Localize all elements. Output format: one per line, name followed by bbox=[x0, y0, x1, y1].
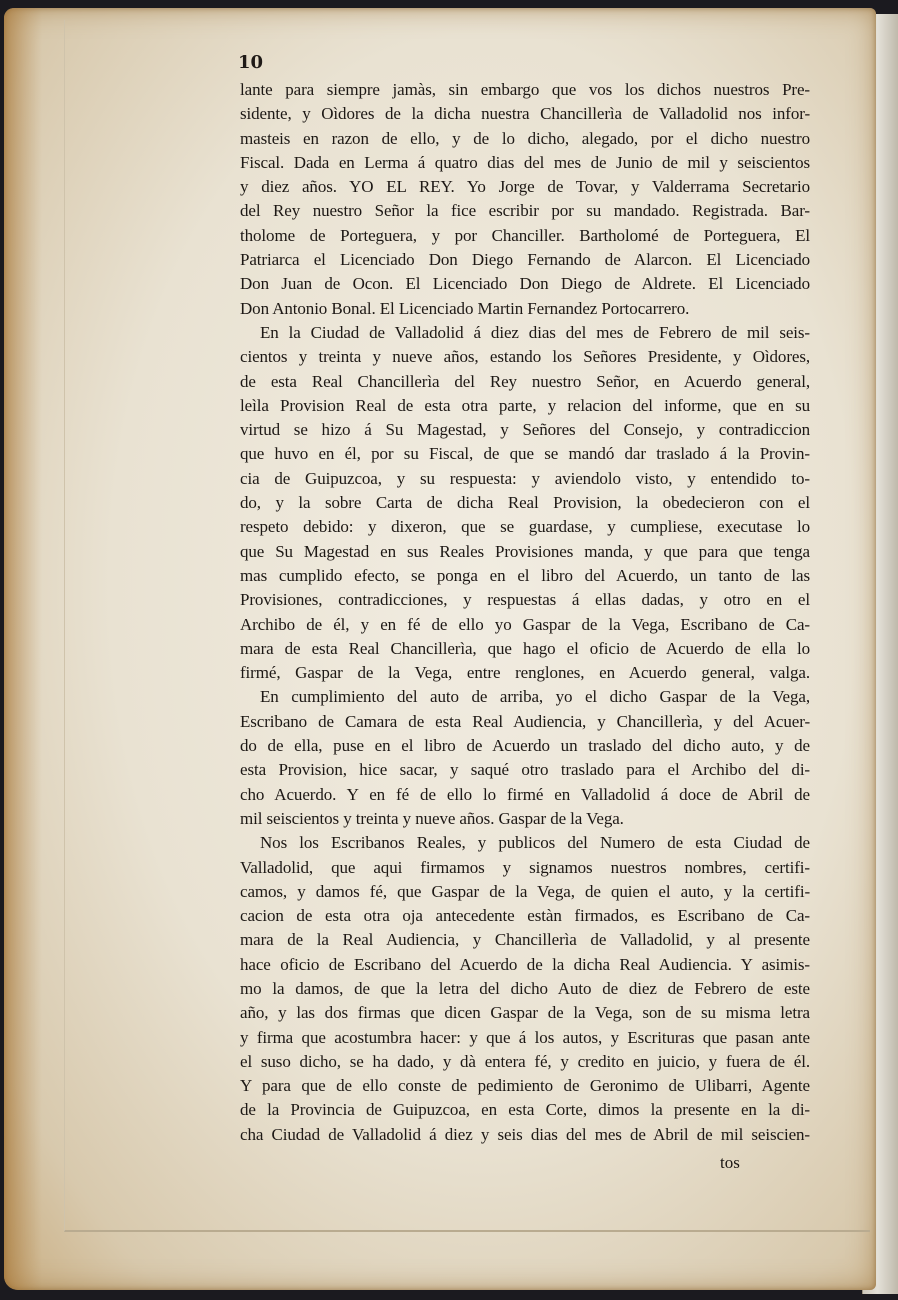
body-text bbox=[240, 78, 810, 1147]
text-line: leìla Provision Real de esta otra parte, y relacion del informe, que en su bbox=[240, 395, 810, 415]
text-line: do, y la sobre Carta de dicha Real Provision, la obedecieron con el bbox=[240, 493, 810, 513]
text-line: Y para que de ello conste de pedimiento de Geronimo de Ulibarri, Agente bbox=[240, 1076, 810, 1096]
text-line: En cumplimiento del auto de arriba, yo el dicho Gaspar de la Vega, bbox=[260, 687, 810, 707]
text-line: del Rey nuestro Señor la fice escribir por su mandado. Registrada. Bar- bbox=[240, 201, 810, 221]
text-line: masteis en razon de ello, y de lo dicho, alegado, por el dicho nuestro bbox=[240, 128, 810, 148]
text-line: mara de la Real Audiencia, y Chancillerìa de Valladolid, y al presente bbox=[240, 930, 810, 950]
text-line: año, y las dos firmas que dicen Gaspar de la Vega, son de su misma letra bbox=[240, 1003, 810, 1023]
text-line: esta Provision, hice sacar, y saqué otro traslado para el Archibo del di- bbox=[240, 760, 810, 780]
text-line: cia de Guipuzcoa, y su respuesta: y aviendolo visto, y entendido to- bbox=[240, 468, 810, 488]
text-line: Nos los Escribanos Reales, y publicos del Numero de esta Ciudad de bbox=[260, 833, 810, 853]
text-line: y firma que acostumbra hacer: y que á los autos, y Escrituras que pasan ante bbox=[240, 1027, 810, 1047]
text-line: Valladolid, que aqui firmamos y signamos nuestros nombres, certifi- bbox=[240, 857, 810, 877]
text-line: camos, y damos fé, que Gaspar de la Vega, de quien el auto, y la certifi- bbox=[240, 881, 810, 901]
paragraph bbox=[240, 831, 810, 1147]
text-line: mas cumplido efecto, se ponga en el libro del Acuerdo, un tanto de las bbox=[240, 565, 810, 585]
text-line: cha Ciudad de Valladolid á diez y seis dias del mes de Abril de mil seiscien- bbox=[240, 1124, 810, 1144]
text-line: do de ella, puse en el libro de Acuerdo un traslado del dicho auto, y de bbox=[240, 736, 810, 756]
catchword: tos bbox=[720, 1153, 740, 1172]
text-line: cacion de esta otra oja antecedente estàn firmados, es Escribano de Ca- bbox=[240, 906, 810, 926]
text-line: Don Juan de Ocon. El Licenciado Don Diego de Aldrete. El Licenciado bbox=[240, 274, 810, 294]
text-line: Don Antonio Bonal. El Licenciado Martin Fernandez Portocarrero. bbox=[240, 298, 690, 318]
text-line: mil seiscientos y treinta y nueve años. Gaspar de la Vega. bbox=[240, 808, 624, 828]
text-line: respeto debido: y dixeron, que se guardase, y cumpliese, executase lo bbox=[240, 517, 810, 537]
text-line: cientos y treinta y nueve años, estando los Señores Presidente, y Oìdores, bbox=[240, 347, 810, 367]
text-line: tholome de Porteguera, y por Chanciller. Bartholomé de Porteguera, El bbox=[240, 225, 810, 245]
text-line: el suso dicho, se ha dado, y dà entera fé, y credito en juicio, y fuera de él. bbox=[240, 1051, 810, 1071]
text-line: lante para siempre jamàs, sin embargo que vos los dichos nuestros Pre- bbox=[240, 80, 810, 99]
text-line: de esta Real Chancillerìa del Rey nuestro Señor, en Acuerdo general, bbox=[240, 371, 810, 391]
text-line: Fiscal. Dada en Lerma á quatro dias del mes de Junio de mil y seiscientos bbox=[240, 152, 810, 172]
text-line: virtud se hizo á Su Magestad, y Señores del Consejo, y contradiccion bbox=[240, 420, 810, 440]
text-line: de la Provincia de Guipuzcoa, en esta Corte, dimos la presente en la di- bbox=[240, 1100, 810, 1120]
text-line: cho Acuerdo. Y en fé de ello lo firmé en Valladolid á doce de Abril de bbox=[240, 784, 810, 804]
text-line: hace oficio de Escribano del Acuerdo de la dicha Real Audiencia. Y asimis- bbox=[240, 954, 810, 974]
text-line: firmé, Gaspar de la Vega, entre renglones, en Acuerdo general, valga. bbox=[240, 663, 810, 683]
paragraph bbox=[240, 78, 810, 321]
text-line: que Su Magestad en sus Reales Provisiones manda, y que para que tenga bbox=[240, 541, 810, 561]
text-line: que huvo en él, por su Fiscal, de que se mandó dar traslado á la Provin- bbox=[240, 444, 810, 464]
text-line: Provisiones, contradicciones, y respuestas á ellas dadas, y otro en el bbox=[240, 590, 810, 610]
text-line: Escribano de Camara de esta Real Audiencia, y Chancillerìa, y del Acuer- bbox=[240, 711, 810, 731]
text-line: mara de esta Real Chancillerìa, que hago el oficio de Acuerdo de ella lo bbox=[240, 638, 810, 658]
text-line: En la Ciudad de Valladolid á diez dias del mes de Febrero de mil seis- bbox=[260, 322, 810, 342]
text-line: sidente, y Oìdores de la dicha nuestra Chancillerìa de Valladolid nos infor- bbox=[240, 104, 810, 124]
text-line: mo la damos, de que la letra del dicho Auto de diez de Febrero de este bbox=[240, 978, 810, 998]
paragraph bbox=[240, 685, 810, 831]
text-line: Archibo de él, y en fé de ello yo Gaspar de la Vega, Escribano de Ca- bbox=[240, 614, 810, 634]
text-line: y diez años. YO EL REY. Yo Jorge de Tovar, y Valderrama Secretario bbox=[240, 177, 810, 197]
paragraph bbox=[240, 321, 810, 685]
text-line: Patriarca el Licenciado Don Diego Fernando de Alarcon. El Licenciado bbox=[240, 250, 810, 270]
page-number: 10 bbox=[238, 52, 264, 73]
